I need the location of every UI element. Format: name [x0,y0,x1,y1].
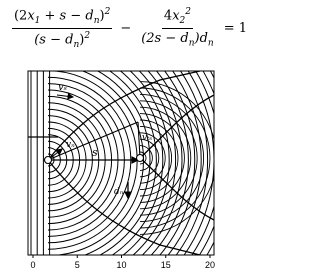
source-point-1 [45,157,52,164]
vertical-connector [138,122,140,158]
source-point-2 [137,155,144,162]
label-dn: dₙ [114,187,124,197]
eq-text: (s − d [34,31,74,47]
eq-var: x [172,8,180,24]
eq-text: ) [79,31,85,47]
minus-sign: − [120,20,132,36]
label-s: s [92,146,98,159]
eq-text: ) [99,7,105,23]
x-axis [30,255,215,270]
eq-text: + s − d [40,7,94,23]
eq-sub: n [73,39,80,50]
eq-var: x [27,7,35,23]
x-tick-label: 5 [74,260,80,270]
label-vs: vₛ [58,82,68,93]
x-tick-label: 0 [30,260,36,270]
eq-text: (2 [13,7,28,23]
eq-text: (2s − d [141,31,189,47]
wavefront-lines [31,0,233,272]
x-tick-label: 15 [160,260,171,270]
equals-one: = 1 [223,20,248,36]
label-vn: vₙ [66,140,75,150]
eq-sup: 2 [104,6,111,17]
eq-text: )d [194,31,208,47]
eq-sup: 2 [84,30,91,41]
eq-sup: 2 [185,7,192,18]
label-vts: vₜₛ [142,133,153,143]
eq-sub: n [207,38,214,49]
eq-sub: 1 [34,15,41,26]
eq-text: 4 [163,8,173,24]
eq-sub: n [93,15,100,26]
vs-arrow [57,95,73,97]
x-tick-label: 10 [116,260,127,270]
eq-sub: 2 [179,16,186,27]
eq-sub: n [188,38,195,49]
x-tick-label: 20 [204,260,216,270]
